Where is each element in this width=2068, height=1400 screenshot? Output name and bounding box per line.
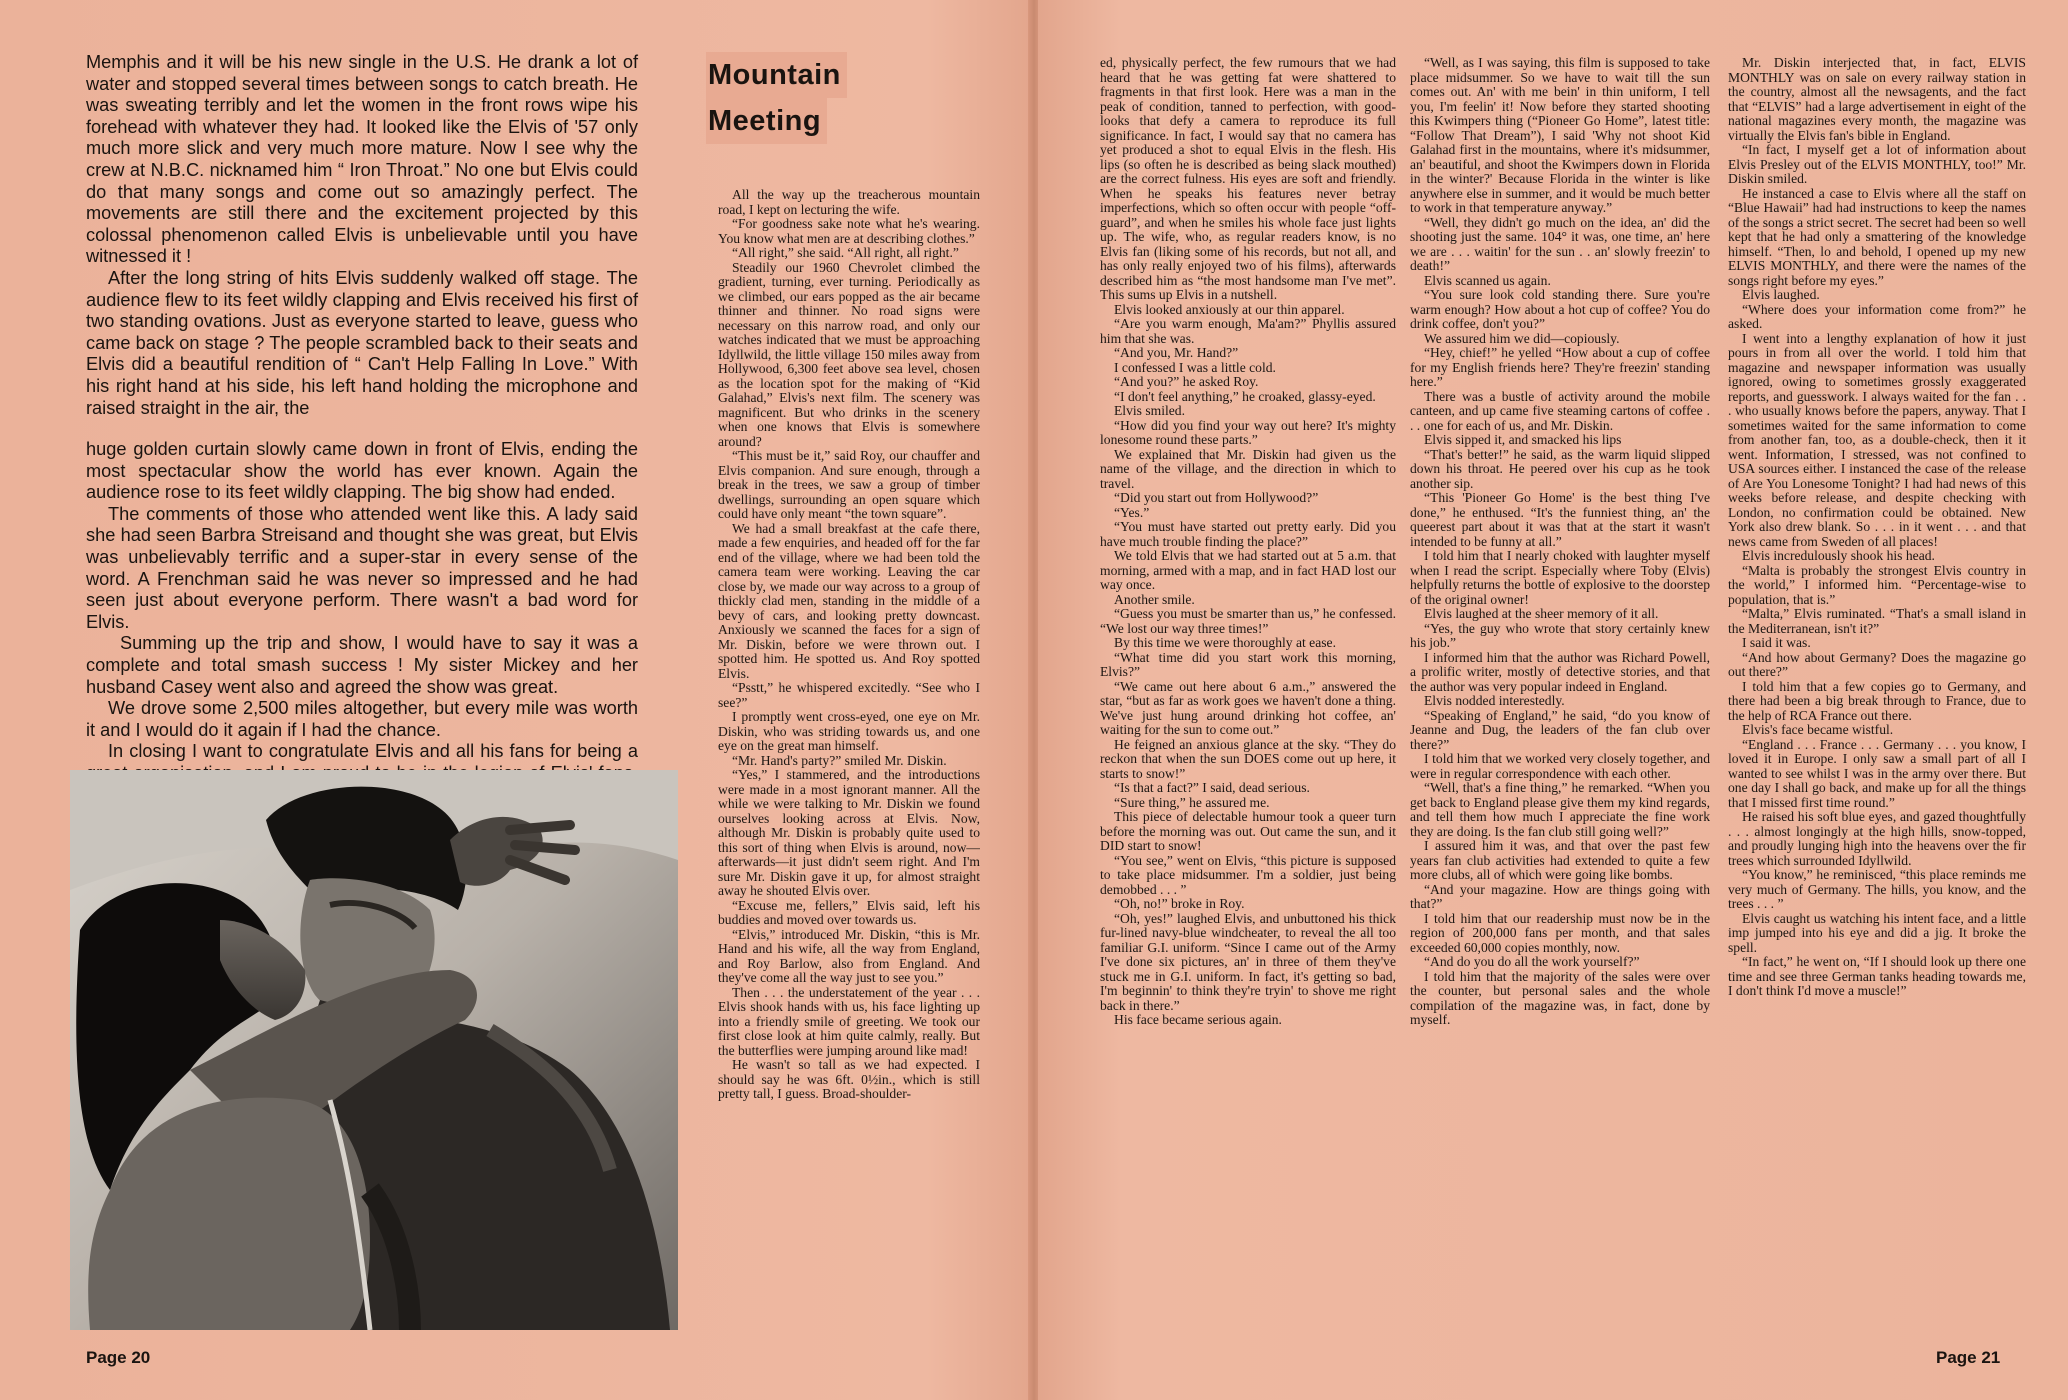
article-paragraph: I went into a lengthy explanation of how it just pours in from all over the world. I told him that magazine and newspaper information was usually ignored, owing to sometimes grossly exaggerated reports, and guesswork. I always waited for the fan . . . who usually knows before the papers, anyway. That I sometimes waited for the same information to come from another fan, too, as a double-check, then it it went. Information, I stressed, was not confined to USA sources either. I instanced the case of the release of Are You Lonesome Tonight? I had had news of this weeks before release, and despite checking with London, no confirmation could be obtained. New York also drew blank. So . . . in it went . . . and that news came from Sweden of all places!: [1728, 330, 2026, 549]
article-paragraph: Elvis sipped it, and smacked his lips: [1424, 432, 1622, 447]
story-paragraph: After the long string of hits Elvis suddenly walked off stage. The audience flew to its feet wildly clapping and Elvis received his first of two standing ovations. Just as everyone started to leave, guess who came back on stage ? The people scrambled back to their seats and Elvis did a beautiful rendition of “ Can't Help Falling In Love.” With his right hand at his side, his left hand holding the microphone and raised straight in the air, the: [86, 267, 638, 418]
article-paragraph: “Is that a fact?” I said, dead serious.: [1114, 780, 1310, 795]
article-paragraph: “Are you warm enough, Ma'am?” Phyllis assured him that she was.: [1100, 316, 1396, 346]
headline-line-1: Mountain: [706, 52, 847, 98]
story-paragraph: We drove some 2,500 miles altogether, but every mile was worth it and I would do it again if I had the chance.: [86, 698, 638, 740]
headline-line-2: Meeting: [706, 98, 827, 144]
article-paragraph: I told him that the majority of the sales were over the counter, but personal sales and the whole compilation of the magazine was, in fact, done by myself.: [1410, 968, 1710, 1027]
page-number-left: Page 20: [86, 1348, 151, 1367]
article-paragraph: “You see,” went on Elvis, “this picture is supposed to take place midsummer. I'm a soldier, just being demobbed . . . ”: [1100, 852, 1396, 897]
article-paragraph: Elvis laughed at the sheer memory of it all.: [1424, 606, 1659, 621]
article-paragraph: Elvis nodded interestedly.: [1424, 693, 1565, 708]
article-paragraph: Elvis caught us watching his intent face, and a little imp jumped into his eye and did a jig. It broke the spell.: [1728, 910, 2026, 955]
article-paragraph: “Malta is probably the strongest Elvis country in the world,” I informed him. “Percentage-wise to population, that is.”: [1728, 562, 2026, 607]
story-paragraph: Memphis and it will be his new single in the U.S. He drank a lot of water and stopped several times between songs to catch breath. He was sweating terribly and let the women in the front rows wipe his forehead with whatever they had. It looked like the Elvis of '57 only much more slick and very much more mature. Now I see why the crew at N.B.C. nicknamed him “ Iron Throat.” No one but Elvis could do that many songs and come out so amazingly perfect. The movements are still there and the excitement projected by this colossal phenomenon called Elvis is unbelievable until you have witnessed it !: [86, 52, 638, 267]
article-paragraph: I assured him it was, and that over the past few years fan club activities had extended to quite a few more clubs, all of which were going like bombs.: [1410, 838, 1710, 882]
story-paragraph: In closing I want to congratulate Elvis and all his fans for being a: [108, 741, 638, 762]
story-paragraph: huge golden curtain slowly came down in front of Elvis, ending the most spectacular show the world has ever known. Again the audience rose to its feet wildly clapping. The big show had ended.: [86, 439, 638, 503]
article-paragraph: “Sure thing,” he assured me.: [1114, 794, 1270, 810]
story-paragraph: The comments of those who attended went like this. A lady said she had seen Barbra Streisand and thought she was great, but Elvis was unbelievably terrific and a super-star in every sense of the word. A Frenchman said he was never so impressed and he had seen just about everyone perform. There wasn't a bad word for Elvis.: [86, 503, 638, 632]
article-paragraph: We had a small breakfast at the cafe there, made a few enquiries, and headed off for the far end of the village, where we had been told the camera team were working. Leaving the car close by, we made our way across to a group of thickly clad men, standing in the middle of a bevy of cars, and looking pretty downcast. Anxiously we scanned the faces for a sign of Mr. Diskin, before we were thrown out. I spotted him. He spotted us. And Roy spotted Elvis.: [718, 520, 980, 681]
article-paragraph: “Yes,” I stammered, and the introductions were made in a most ignorant manner. All the while we were talking to Mr. Diskin we found ourselves looking across at Elvis. Now, although Mr. Diskin is probably quite used to this sort of thing when Elvis is around, now—afterwards—it just didn't seem right. And I'm sure Mr. Diskin gave it up, for almost straight away he shouted Elvis over.: [718, 767, 980, 898]
article-paragraph: His face became serious again.: [1114, 1012, 1282, 1027]
article-paragraph: I said it was.: [1742, 635, 1811, 650]
article-paragraph: “You sure look cold standing there. Sure you're warm enough? How about a hot cup of coffee? You do drink coffee, don't you?”: [1410, 287, 1710, 331]
article-paragraph: I told him that I nearly choked with laughter myself when I read the script. Especially where Toby (Elvis) helpfully returns the bottle of explosive to the doorstep of the original owner!: [1410, 548, 1710, 607]
article-paragraph: Elvis's face became wistful.: [1742, 722, 1894, 737]
article-paragraph: “Elvis,” introduced Mr. Diskin, “this is Mr. Hand and his wife, all the way from England, and Roy Barlow, also from England. And they've come all the way just to see you.”: [718, 926, 980, 985]
article-paragraph: This piece of delectable humour took a queer turn before the morning was out. Out came the sun, and it DID start to snow!: [1100, 809, 1396, 853]
article-paragraph: “And you?” he asked Roy.: [1114, 374, 1259, 389]
article-paragraph: “And how about Germany? Does the magazine go out there?”: [1728, 649, 2026, 679]
article-paragraph: He feigned an anxious glance at the sky. “They do reckon that when the sun DOES come out up here, it starts to snow!”: [1100, 736, 1396, 781]
article-paragraph: “All right,” she said. “All right, all right.”: [732, 245, 959, 260]
article-paragraph: “Malta,” Elvis ruminated. “That's a small island in the Mediterranean, isn't it?”: [1728, 606, 2026, 636]
right-page: [1038, 0, 2068, 1400]
article-paragraph: “Well, they didn't go much on the idea, an' did the shooting just the same. 104° it was, one time, an' here we are . . . waitin' for the sun . . an' slowly freezin' to death!”: [1410, 214, 1710, 273]
article-paragraph: “Yes, the guy who wrote that story certainly knew his job.”: [1410, 620, 1710, 650]
article-paragraph: I promptly went cross-eyed, one eye on Mr. Diskin, who was striding towards us, and one eye on the great man himself.: [718, 709, 980, 753]
article-paragraph: “You know,” he reminisced, “this place reminds me very much of Germany. The hills, you know, and the trees . . . ”: [1728, 867, 2026, 911]
article-paragraph: “This 'Pioneer Go Home' is the best thing I've done,” he enthused. “It's the funniest thing, an' the queerest part about it was that at the start it wasn't intended to be funny at all.”: [1410, 490, 1710, 549]
article-paragraph: “Well, as I was saying, this film is supposed to take place midsummer. So we have to wait till the sun comes out. An' with me bein' in thin uniform, I tell you, I'm feelin' it! Now before they started shooting this Kwimpers thing (“Pioneer Go Home”, latest title: “Follow That Dream”), I said 'Why not shoot Kid Galahad first in the mountains, where it's midsummer, an' beautiful, and shoot the Kwimpers down in Florida in the winter?' Because Florida in the winter is like anywhere else in summer, and it would be much better to work in that temperature anyway.”: [1410, 56, 1710, 215]
story-paragraph: Summing up the trip and show, I would have to say it was a complete and total smash success ! My sister Mickey and her husband Casey went also and agreed the show was great.: [86, 633, 638, 697]
article-paragraph: “Oh, yes!” laughed Elvis, and unbuttoned his thick fur-lined navy-blue windcheater, to reveal the all too familiar G.I. uniform. “Since I came out of the Army I've done six pictures, an' in three of them they've stuck me in G.I. uniform. In fact, it's getting so bad, I'm beginnin' to think they're tryin' to shove me right back in there.”: [1100, 910, 1396, 1013]
article-paragraph: “Mr. Hand's party?” smiled Mr. Diskin.: [732, 752, 947, 768]
article-paragraph: We assured him we did—copiously.: [1424, 330, 1620, 346]
article-paragraph: Elvis incredulously shook his head.: [1742, 548, 1935, 563]
article-paragraph: “Oh, no!” broke in Roy.: [1114, 896, 1245, 911]
article-paragraph: I told him that our readership must now be in the region of 200,000 fans per month, and that sales exceeded 60,000 copies monthly, now.: [1410, 910, 1710, 955]
article-paragraph: Elvis smiled.: [1114, 403, 1185, 418]
article-paragraph: “And do you do all the work yourself?”: [1424, 954, 1640, 969]
article-paragraph: “You must have started out pretty early. Did you have much trouble finding the place?”: [1100, 519, 1396, 549]
article-paragraph: “Psstt,” he whispered excitedly. “See who I see?”: [718, 680, 980, 710]
article-paragraph: “Did you start out from Hollywood?”: [1114, 490, 1319, 505]
article-paragraph: “That's better!” he said, as the warm liquid slipped down his throat. He peered over his cup as he took another sip.: [1410, 446, 1710, 491]
article-paragraph: We told Elvis that we had started out at 5 a.m. that morning, armed with a map, and in fact HAD lost our way once.: [1100, 548, 1396, 592]
article-paragraph: “This must be it,” said Roy, our chauffer and Elvis companion. And sure enough, through a break in the trees, we saw a group of timber dwellings, surrounding an open square which could have only meant “the town square”.: [718, 448, 980, 521]
page-number-right: Page 21: [1936, 1348, 2001, 1367]
article-paragraph: “Hey, chief!” he yelled “How about a cup of coffee for my English friends here? They're freezin' standing here.”: [1410, 345, 1710, 389]
article-paragraph: He raised his soft blue eyes, and gazed thoughtfully . . . almost longingly at the high hills, snow-topped, and proudly lunging high into the heavens over the fir trees which surrounded Idyllwild.: [1728, 809, 2026, 868]
article-paragraph: “Excuse me, fellers,” Elvis said, left his buddies and moved over towards us.: [718, 897, 980, 927]
article-paragraph: “Where does your information come from?” he asked.: [1728, 301, 2026, 331]
article-paragraph: I confessed I was a little cold.: [1114, 359, 1276, 375]
article-paragraph: “Guess you must be smarter than us,” he confessed. “We lost our way three times!”: [1100, 606, 1396, 636]
article-paragraph: “In fact,” he went on, “If I should look up there one time and see three German tanks heading towards me, I don't think I'd move a muscle!”: [1728, 954, 2026, 998]
article-paragraph: There was a bustle of activity around the mobile canteen, and up came five steaming cartons of coffee . . . one for each of us, and Mr. Diskin.: [1410, 388, 1710, 433]
elvis-kiss-photo: [70, 770, 678, 1330]
article-column-2: [1100, 56, 1396, 1346]
article-paragraph: We explained that Mr. Diskin had given us the name of the village, and the direction in which to travel.: [1100, 446, 1396, 491]
article-paragraph: I informed him that the author was Richard Powell, a prolific writer, mostly of detective stories, and that the author was very popular indeed in England.: [1410, 649, 1710, 694]
article-paragraph: “England . . . France . . . Germany . . . you know, I loved it in Europe. I only saw a small part of all I wanted to see whilst I was in the army over there. But one day I shall go back, and make up for all the things that I missed first time round.”: [1728, 736, 2026, 810]
article-paragraph: Then . . . the understatement of the year . . . Elvis shook hands with us, his face lighting up into a friendly smile of greeting. We took our first close look at him quite calmly, really. But the butterflies were jumping around like mad!: [718, 984, 980, 1058]
article-paragraph: He wasn't so tall as we had expected. I should say he was 6ft. 0½in., which is still pretty tall, I guess. Broad-shoulder-: [718, 1057, 980, 1101]
article-paragraph: “Speaking of England,” he said, “do you know of Jeanne and Dug, the leaders of the fan club over there?”: [1410, 707, 1710, 752]
article-headline: [706, 52, 986, 144]
article-column-3: [1410, 56, 1710, 1346]
article-paragraph: Elvis scanned us again.: [1424, 272, 1551, 288]
article-paragraph: “Well, that's a fine thing,” he remarked. “When you get back to England please give them my kind regards, and tell them how much I appreciate the fine work they are doing. Is the fan club still going well?”: [1410, 780, 1710, 839]
article-paragraph: “How did you find your way out here? It's mighty lonesome round these parts.”: [1100, 417, 1396, 447]
article-paragraph: “What time did you start work this morning, Elvis?”: [1100, 649, 1396, 679]
article-paragraph: I told him that we worked very closely together, and were in regular correspondence with each other.: [1410, 751, 1710, 781]
article-paragraph: He instanced a case to Elvis where all the staff on “Blue Hawaii” had had instructions to keep the names of the songs a strict secret. The secret had been so well kept that he had only a smattering of the knowledge himself. “Then, lo and behold, I opened up my new ELVIS MONTHLY, and there were the names of the songs right before my eyes.”: [1728, 185, 2026, 288]
photo-couple-kissing-icon: [70, 770, 678, 1330]
article-paragraph: “We came out here about 6 a.m.,” answered the star, “but as far as work goes we haven't done a thing. We've just hung around drinking hot coffee, an' waiting for the sun to come out.”: [1100, 678, 1396, 737]
article-paragraph: Another smile.: [1114, 591, 1195, 607]
article-paragraph: “I don't feel anything,” he croaked, glassy-eyed.: [1114, 388, 1376, 404]
article-paragraph: “And you, Mr. Hand?”: [1114, 345, 1239, 360]
article-paragraph: Steadily our 1960 Chevrolet climbed the gradient, turning, ever turning. Periodically as we climbed, our ears popped as the air became thinner and thinner. No road signs were necessary on this narrow road, and only our watches indicated that we must be approaching Idyllwild, the little village 150 miles away from Hollywood, 6,300 feet above sea level, chosen as the location spot for the making of “Kid Galahad,” Elvis's next film. The scenery was magnificent. But who drinks in the scenery when one knows that Elvis is somewhere around?: [718, 259, 980, 449]
article-paragraph: Elvis looked anxiously at our thin apparel.: [1114, 301, 1345, 317]
article-paragraph: ed, physically perfect, the few rumours that we had heard that he was getting fat were shattered to fragments in that first look. Here was a man in the peak of condition, tanned to perfection, with good-looks that defy a camera to reproduce its full significance. In fact, I would say that no camera has yet produced a shot to equal Elvis in the flesh. His lips (so often he is described as being slack mouthed) are the correct fulness. His eyes are soft and friendly. When he speaks his features never betray imperfections, which so often occur with people “off-guard”, and when he smiles his whole face just lights up. The wife, who, as regular readers know, is no Elvis fan (liking some of his records, but not all, and has only really enjoyed two of his films), afterwards described him as “the most handsome man I've met”. This sums up Elvis in a nutshell.: [1100, 56, 1396, 302]
article-paragraph: “For goodness sake note what he's wearing. You know what men are at describing clothes.”: [718, 216, 980, 246]
article-column-4: [1728, 56, 2026, 1346]
article-paragraph: “And your magazine. How are things going with that?”: [1410, 881, 1710, 911]
article-paragraph: “Yes.”: [1114, 504, 1150, 520]
article-paragraph: All the way up the treacherous mountain road, I kept on lecturing the wife.: [718, 188, 980, 217]
concert-report-column: [86, 52, 638, 806]
article-paragraph: “In fact, I myself get a lot of information about Elvis Presley out of the ELVIS MONTHLY, too!” Mr. Diskin smiled.: [1728, 142, 2026, 186]
left-page: [0, 0, 1030, 1400]
article-paragraph: By this time we were thoroughly at ease.: [1114, 635, 1336, 650]
article-paragraph: I told him that a few copies go to Germany, and there had been a big break through to France, due to the help of RCA France out there.: [1728, 678, 2026, 723]
article-paragraph: Elvis laughed.: [1742, 287, 1820, 302]
article-column-1: [718, 188, 980, 1328]
article-paragraph: Mr. Diskin interjected that, in fact, ELVIS MONTHLY was on sale on every railway station in the country, almost all the newsagents, and the fact that “ELVIS” had a large advertisement in eight of the national magazines every month, the magazine was virtually the Elvis fan's bible in England.: [1728, 56, 2026, 143]
